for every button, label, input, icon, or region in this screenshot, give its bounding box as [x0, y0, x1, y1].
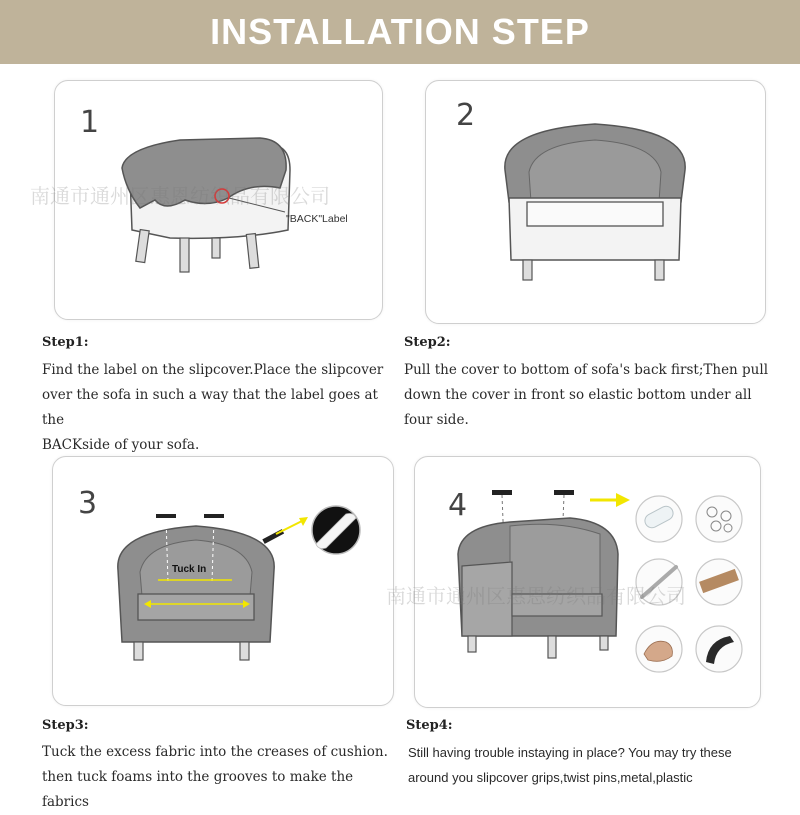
yellow-arrow-icon: [588, 490, 632, 510]
step2-chair-illustration: [495, 110, 695, 285]
step4-chair-illustration: [450, 486, 635, 666]
watermark-top: 南通市通州区惠恩纺织品有限公司: [30, 184, 330, 208]
step2-line: four side.: [404, 412, 469, 428]
page-title: INSTALLATION STEP: [210, 11, 590, 52]
step4-description: [408, 740, 798, 790]
step2-title: Step2:: [404, 335, 451, 350]
step1-description: [42, 358, 392, 458]
foam-stick-icon: [694, 624, 744, 674]
step3-line: then tuck foams into the grooves to make the fabrics: [42, 769, 354, 810]
step3-number: 3: [78, 486, 98, 521]
back-label-callout: "BACK"Label: [286, 213, 348, 225]
step3-title: Step3:: [42, 718, 89, 733]
step2-line: Pull the cover to bottom of sofa's back first;Then pull: [404, 362, 769, 378]
step3-description: [42, 740, 398, 815]
step1-title: Step1:: [42, 335, 89, 350]
step1-number: 1: [80, 105, 100, 140]
hand-tuck-icon: [634, 624, 684, 674]
step4-line: around you slipcover grips,twist pins,metal,plastic: [408, 770, 693, 785]
step3-line: Tuck the excess fabric into the creases of cushion.: [42, 744, 388, 760]
page-header: [0, 0, 800, 64]
plastic-grips-icon: [634, 494, 684, 544]
fabric-strap-icon: [694, 557, 744, 607]
step1-line: BACKside of your sofa.: [42, 437, 200, 453]
step1-line: Find the label on the slipcover.Place the slipcover: [42, 362, 384, 378]
step4-title: Step4:: [406, 718, 453, 733]
step1-line: over the sofa in such a way that the label goes at the: [42, 387, 378, 428]
step2-description: [404, 358, 796, 433]
step4-line: Still having trouble instaying in place? You may try these: [408, 745, 732, 760]
step4-number: 4: [448, 488, 468, 523]
step2-line: down the cover in front so elastic bottom under all: [404, 387, 752, 403]
watermark-bottom: 南通市通州区惠恩纺织品有限公司: [386, 584, 686, 608]
twist-pins-icon: [694, 494, 744, 544]
step3-chair-illustration: [108, 500, 388, 670]
tuck-in-label: Tuck In: [172, 564, 207, 575]
step2-number: 2: [456, 98, 476, 133]
